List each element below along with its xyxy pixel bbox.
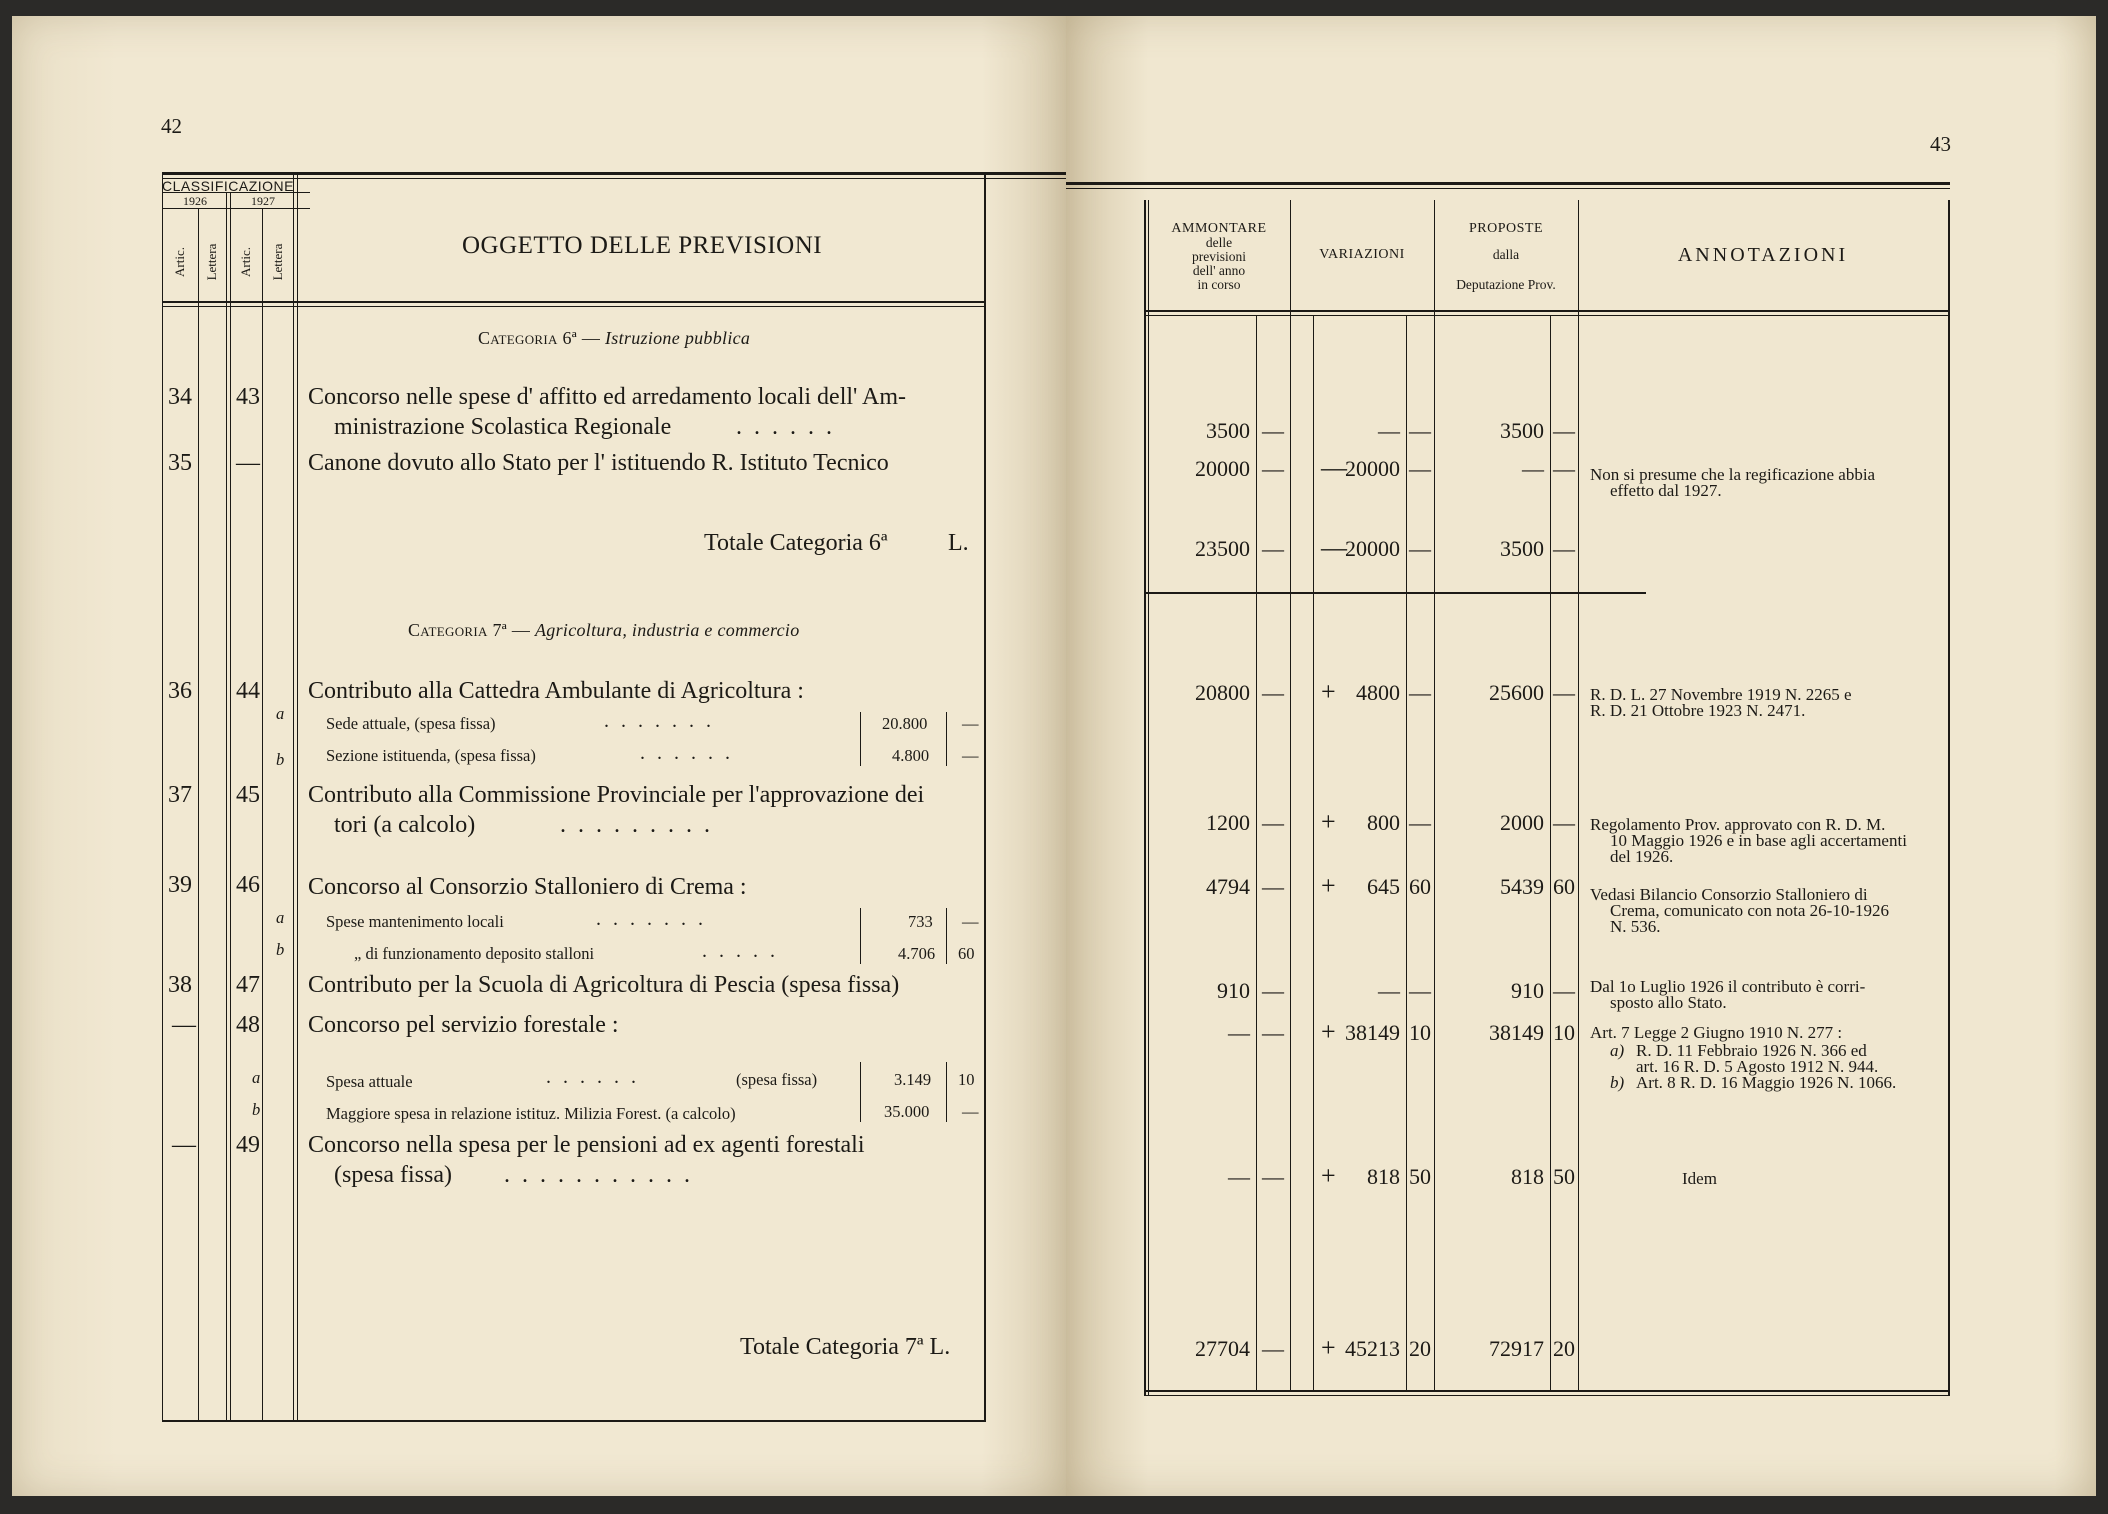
header-previsioni: previsioni: [1192, 249, 1246, 264]
ammontare-value: 1200: [1206, 810, 1250, 835]
item-description: Contributo per la Scuola di Agricoltura di Pescia (spesa fissa): [308, 972, 900, 998]
leader-dots: .......: [596, 908, 715, 930]
ammontare-cents: —: [1262, 810, 1284, 835]
leader-dots: ...........: [504, 1162, 702, 1188]
total-category-6-label: Totale Categoria 6ª: [704, 530, 888, 556]
ammontare-cents: —: [1262, 1020, 1284, 1045]
header-dell-anno: dell' anno: [1192, 263, 1246, 278]
variation-cents: —: [1409, 456, 1431, 481]
sub-amount: 733: [908, 912, 933, 931]
sub-cents: 60: [958, 944, 975, 963]
annotation: Idem: [1682, 1169, 1717, 1188]
sub-letter: a: [276, 908, 285, 927]
artic-1927: 44: [236, 678, 260, 704]
proposta-value: 72917: [1489, 1336, 1544, 1361]
variation-value: 38149: [1345, 1020, 1400, 1045]
item-description: ministrazione Scolastica Regionale: [334, 414, 672, 440]
sub-letter: a: [252, 1068, 261, 1087]
artic-1926: —: [172, 1132, 196, 1158]
item-description: Concorso nelle spese d' affitto ed arredamento locali dell' Am-: [308, 384, 907, 410]
classificazione-label: CLASSIFICAZIONE: [162, 178, 294, 194]
ammontare-value: 3500: [1206, 418, 1250, 443]
proposta-cents: —: [1553, 456, 1575, 481]
annotation: effetto dal 1927.: [1610, 481, 1722, 500]
annotation: R. D. 21 Ottobre 1923 N. 2471.: [1590, 701, 1806, 720]
proposta-cents: 10: [1553, 1020, 1575, 1045]
variation-value: 45213: [1345, 1336, 1400, 1361]
leader-dots: .........: [560, 812, 722, 838]
variation-sign: +: [1321, 1333, 1336, 1362]
leader-dots: ......: [736, 414, 844, 440]
annotation: Regolamento Prov. approvato con R. D. M.: [1590, 815, 1886, 834]
sub-description: Sede attuale, (spesa fissa): [326, 714, 496, 733]
table-title: OGGETTO DELLE PREVISIONI: [462, 232, 823, 259]
variation-cents: 50: [1409, 1164, 1431, 1189]
sub-letter: b: [276, 940, 285, 959]
item-description: Contributo alla Cattedra Ambulante di Agricoltura :: [308, 678, 804, 704]
sub-col-rule: [946, 712, 947, 766]
variation-cents: —: [1409, 810, 1431, 835]
proposta-value: 5439: [1500, 874, 1544, 899]
year-1926: 1926: [183, 194, 207, 208]
col-rule: [293, 172, 294, 1422]
sub-cents: 10: [958, 1070, 975, 1089]
artic-1926: 36: [168, 678, 192, 704]
proposta-cents: —: [1553, 978, 1575, 1003]
annotation-letter: a): [1610, 1041, 1625, 1060]
proposta-value: 3500: [1500, 418, 1544, 443]
item-description: Canone dovuto allo Stato per l' istituendo R. Istituto Tecnico: [308, 450, 889, 476]
annotation: R. D. L. 27 Novembre 1919 N. 2265 e: [1590, 685, 1852, 704]
item-description: (spesa fissa): [334, 1162, 452, 1188]
annotation: Vedasi Bilancio Consorzio Stalloniero di: [1590, 885, 1868, 904]
proposta-value: 3500: [1500, 536, 1544, 561]
artic-1926: 37: [168, 782, 192, 808]
variation-value: —: [1378, 418, 1400, 443]
ammontare-cents: —: [1262, 978, 1284, 1003]
proposta-cents: —: [1553, 810, 1575, 835]
header-in-corso: in corso: [1197, 277, 1241, 292]
proposta-cents: 60: [1553, 874, 1575, 899]
sub-description: Spesa attuale: [326, 1072, 413, 1091]
sub-letter: a: [276, 704, 285, 723]
sub-description: Maggiore spesa in relazione istituz. Milizia Forest. (a calcolo): [326, 1104, 736, 1123]
ammontare-cents: —: [1262, 874, 1284, 899]
artic-1926: 38: [168, 972, 192, 998]
col-rule: [1578, 200, 1579, 1390]
sub-cents: —: [962, 1102, 979, 1121]
left-page: [12, 16, 1066, 1496]
artic-1927: 47: [236, 972, 260, 998]
variation-sign: —: [1321, 453, 1347, 482]
ammontare-value: 910: [1217, 978, 1250, 1003]
artic-1927: 45: [236, 782, 260, 808]
sub-col-rule: [946, 1062, 947, 1122]
col-artic-1926: Artic.: [172, 247, 187, 277]
proposta-value: 818: [1511, 1164, 1544, 1189]
annotation: Dal 1o Luglio 1926 il contributo è corri-: [1590, 977, 1866, 996]
col-lettera-1927: Lettera: [270, 243, 285, 281]
right-page: [1066, 16, 2096, 1496]
annotation: Art. 8 R. D. 16 Maggio 1926 N. 1066.: [1636, 1073, 1897, 1092]
header-bottom-rule-thin: [1144, 315, 1950, 316]
variation-value: 645: [1367, 874, 1400, 899]
sub-col-rule: [860, 908, 861, 964]
variation-cents: —: [1409, 418, 1431, 443]
ammontare-cents: —: [1262, 536, 1284, 561]
proposta-cents: —: [1553, 536, 1575, 561]
proposta-cents: 20: [1553, 1336, 1575, 1361]
variation-cents: 10: [1409, 1020, 1431, 1045]
table-bottom-rule: [1144, 1390, 1950, 1392]
sub-amount: 4.800: [892, 746, 930, 765]
ammontare-cents: —: [1262, 1336, 1284, 1361]
col-rule: [1144, 200, 1146, 1396]
artic-1926: 34: [168, 384, 192, 410]
artic-1926: —: [172, 1012, 196, 1038]
ammontare-value: 4794: [1206, 874, 1250, 899]
sub-cents: —: [962, 746, 979, 765]
header-top-rule: [1066, 182, 1950, 185]
proposta-cents: 50: [1553, 1164, 1575, 1189]
year-1927: 1927: [251, 194, 275, 208]
leader-dots: ......: [546, 1066, 648, 1088]
header-dalla: dalla: [1492, 247, 1520, 262]
table-bottom-rule: [162, 1420, 986, 1422]
ammontare-cents: —: [1262, 418, 1284, 443]
category-separator-rule: [1144, 592, 1646, 594]
artic-1927: 48: [236, 1012, 260, 1038]
artic-1927: 46: [236, 872, 260, 898]
leader-dots: ......: [640, 742, 742, 764]
annotation: art. 16 R. D. 5 Agosto 1912 N. 944.: [1636, 1057, 1879, 1076]
variation-cents: —: [1409, 680, 1431, 705]
item-description: Contributo alla Commissione Provinciale per l'approvazione dei: [308, 782, 925, 808]
proposta-value: 2000: [1500, 810, 1544, 835]
ammontare-value: —: [1228, 1164, 1250, 1189]
sub-letter: b: [252, 1100, 261, 1119]
header-proposte: PROPOSTE: [1468, 221, 1544, 236]
item-description: tori (a calcolo): [334, 812, 476, 838]
proposta-cents: —: [1553, 680, 1575, 705]
category-7-heading: Categoria 7ª — Agricoltura, industria e commercio: [408, 620, 800, 640]
ammontare-cents: —: [1262, 1164, 1284, 1189]
annotation: Crema, comunicato con nota 26-10-1926: [1610, 901, 1890, 920]
leader-dots: .......: [604, 710, 723, 732]
col-rule: [1434, 200, 1435, 1390]
header-deputazione: Deputazione Prov.: [1456, 277, 1556, 292]
sub-col-rule: [946, 908, 947, 964]
item-description: Concorso nella spesa per le pensioni ad ex agenti forestali: [308, 1132, 865, 1158]
proposta-value: —: [1522, 456, 1544, 481]
header-bottom-rule-thin: [162, 306, 986, 307]
variation-cents: 20: [1409, 1336, 1431, 1361]
sub-amount: 35.000: [884, 1102, 930, 1121]
ammontare-value: 23500: [1195, 536, 1250, 561]
ammontare-cents: —: [1262, 456, 1284, 481]
leader-dots: .....: [702, 940, 787, 962]
proposta-value: 38149: [1489, 1020, 1544, 1045]
variation-value: 4800: [1356, 680, 1400, 705]
variation-sign: +: [1321, 1017, 1336, 1046]
col-rule: [1290, 200, 1291, 1390]
variation-sign: +: [1321, 871, 1336, 900]
item-description: Concorso al Consorzio Stalloniero di Crema :: [308, 874, 747, 900]
sub-col-rule: [860, 712, 861, 766]
artic-1927: 43: [236, 384, 260, 410]
sub-description: Spese mantenimento locali: [326, 912, 504, 931]
header-annotazioni: ANNOTAZIONI: [1677, 244, 1849, 266]
sub-amount: 3.149: [894, 1070, 932, 1089]
col-lettera-1926: Lettera: [204, 243, 219, 281]
sub-amount: 4.706: [898, 944, 936, 963]
artic-1927: 49: [236, 1132, 260, 1158]
total-unit: L.: [948, 530, 969, 556]
artic-1927: —: [236, 450, 260, 476]
variation-sign: +: [1321, 807, 1336, 836]
col-rule: [262, 208, 263, 1422]
variation-sign: +: [1321, 677, 1336, 706]
ammontare-value: 20800: [1195, 680, 1250, 705]
col-rule: [984, 172, 986, 1422]
header-bottom-rule: [162, 301, 986, 303]
header-delle: delle: [1205, 235, 1233, 250]
variation-value: 800: [1367, 810, 1400, 835]
ammontare-value: 20000: [1195, 456, 1250, 481]
variation-value: —: [1378, 978, 1400, 1003]
sub-amount: 20.800: [882, 714, 928, 733]
artic-1926: 39: [168, 872, 192, 898]
ammontare-cents: —: [1262, 680, 1284, 705]
variation-value: 20000: [1345, 536, 1400, 561]
col-rule: [1948, 200, 1950, 1396]
variation-value: 818: [1367, 1164, 1400, 1189]
annotation: Art. 7 Legge 2 Giugno 1910 N. 277 :: [1590, 1023, 1843, 1042]
annotation: N. 536.: [1610, 917, 1661, 936]
annotation: sposto allo Stato.: [1610, 993, 1727, 1012]
total-category-7-label: Totale Categoria 7ª L.: [740, 1334, 951, 1360]
annotation: 10 Maggio 1926 e in base agli accertamenti: [1610, 831, 1907, 850]
page-number: 43: [1930, 132, 1951, 156]
col-rule: [162, 172, 163, 1422]
variation-cents: 60: [1409, 874, 1431, 899]
category-6-heading: Categoria 6ª — Istruzione pubblica: [478, 328, 751, 348]
artic-1926: 35: [168, 450, 192, 476]
page-number: 42: [161, 114, 182, 138]
proposta-cents: —: [1553, 418, 1575, 443]
variation-cents: —: [1409, 978, 1431, 1003]
header-top-rule-thin: [1066, 188, 1950, 189]
variation-value: 20000: [1345, 456, 1400, 481]
col-rule: [297, 172, 298, 1422]
annotation: Non si presume che la regificazione abbia: [1590, 465, 1876, 484]
col-artic-1927: Artic.: [238, 247, 253, 277]
annotation: del 1926.: [1610, 847, 1674, 866]
annotation: R. D. 11 Febbraio 1926 N. 366 ed: [1636, 1041, 1867, 1060]
header-bottom-rule: [1144, 310, 1950, 312]
proposta-value: 25600: [1489, 680, 1544, 705]
item-description: Concorso pel servizio forestale :: [308, 1012, 619, 1038]
sub-cents: —: [962, 912, 979, 931]
proposta-value: 910: [1511, 978, 1544, 1003]
table-bottom-rule-thin: [1144, 1395, 1950, 1396]
col-rule: [198, 208, 199, 1422]
col-rule: [226, 192, 227, 1422]
sub-note: (spesa fissa): [736, 1070, 818, 1089]
col-rule: [230, 192, 231, 1422]
sub-description: Sezione istituenda, (spesa fissa): [326, 746, 536, 765]
sub-cents: —: [962, 714, 979, 733]
header-variazioni: VARIAZIONI: [1319, 247, 1405, 262]
variation-sign: +: [1321, 1161, 1336, 1190]
variation-cents: —: [1409, 536, 1431, 561]
sub-description: „ di funzionamento deposito stalloni: [354, 944, 595, 963]
variation-sign: —: [1321, 533, 1347, 562]
sub-letter: b: [276, 750, 285, 769]
col-rule: [1148, 200, 1149, 1396]
annotation-letter: b): [1610, 1073, 1625, 1092]
ammontare-value: —: [1228, 1020, 1250, 1045]
sub-col-rule: [860, 1062, 861, 1122]
ammontare-value: 27704: [1195, 1336, 1250, 1361]
header-ammontare: AMMONTARE: [1171, 221, 1267, 236]
